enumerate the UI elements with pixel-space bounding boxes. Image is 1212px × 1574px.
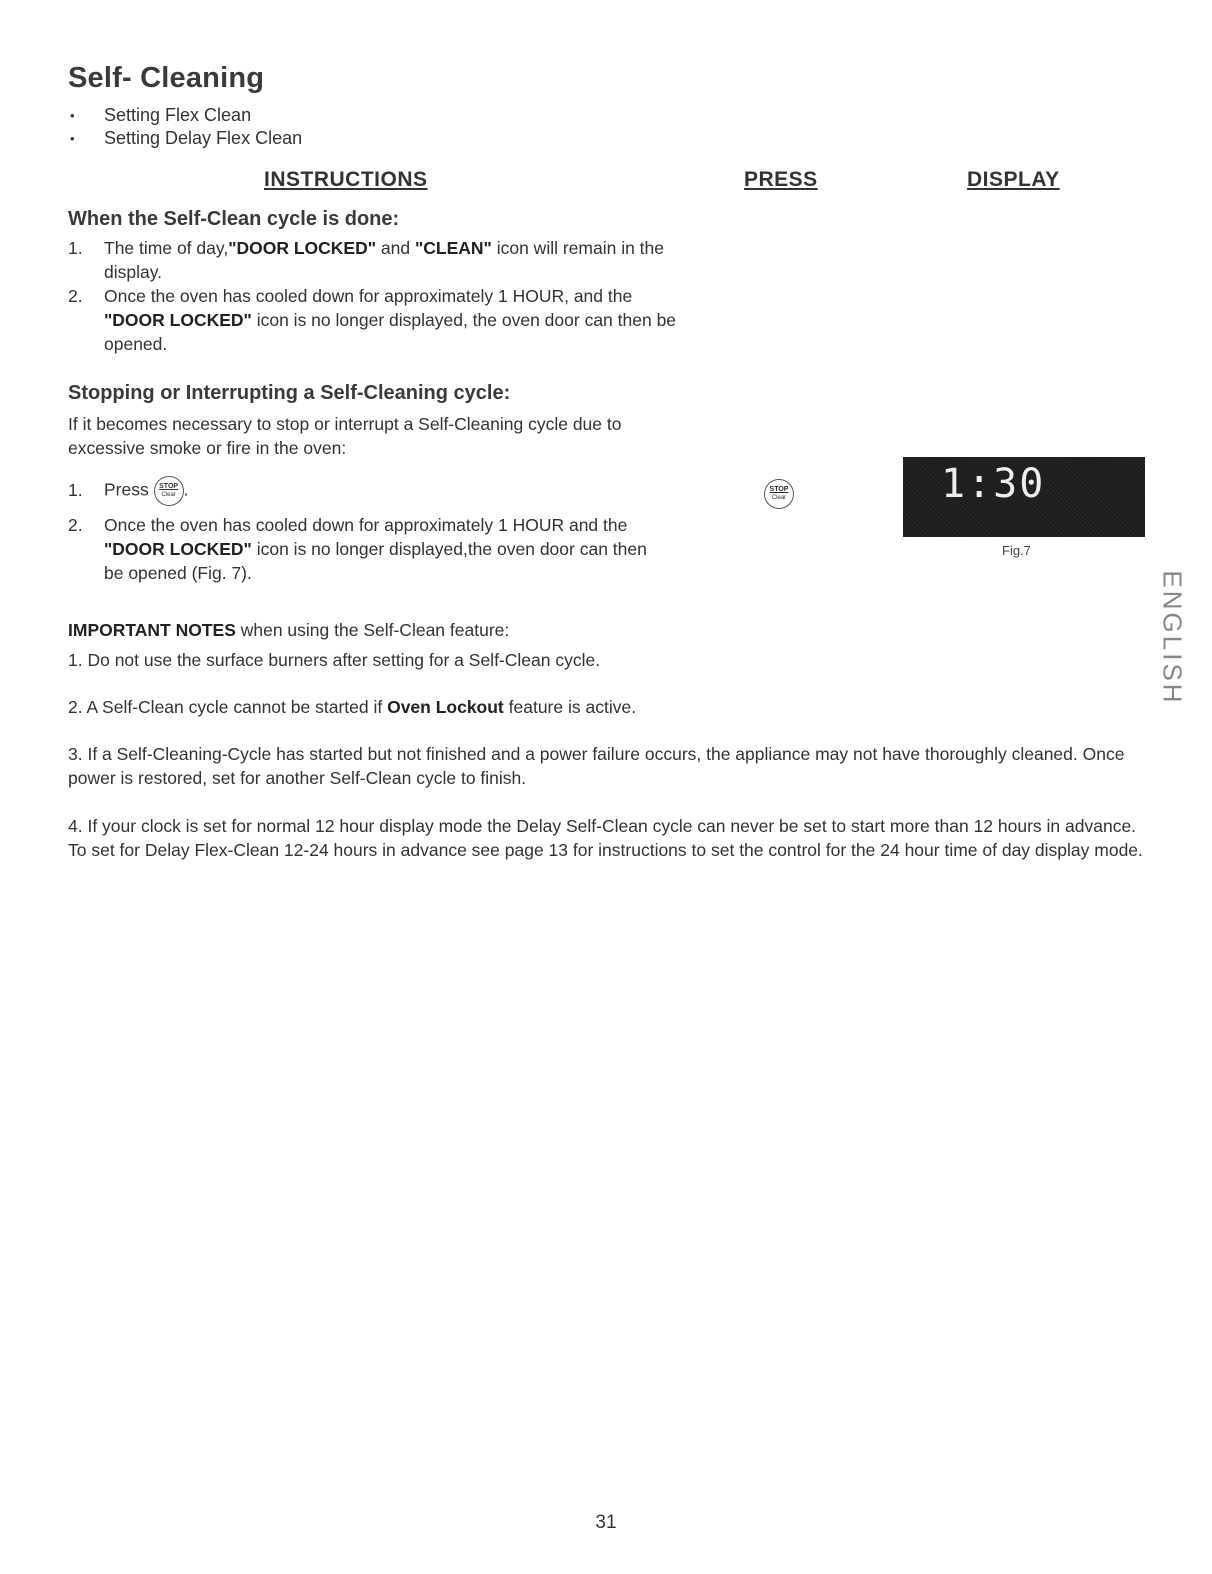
list-item: • Setting Delay Flex Clean [68, 127, 302, 150]
press-column-heading: PRESS [744, 168, 818, 191]
step-number: 2. [68, 286, 83, 306]
page-title: Self- Cleaning [68, 62, 265, 94]
display-readout: 1:30 [941, 461, 1046, 507]
list-item: 2. Once the oven has cooled down for approximately 1 HOUR, and the "DOOR LOCKED" icon is no longer displayed, the oven door can then be opened. [68, 286, 677, 354]
list-item: 1. The time of day,"DOOR LOCKED" and "CLEAN" icon will remain in the display. [68, 238, 665, 282]
note-2: 2. A Self-Clean cycle cannot be started if Oven Lockout feature is active. [68, 697, 637, 717]
stopping-step-2: 2. Once the oven has cooled down for approximately 1 HOUR and the "DOOR LOCKED" icon is no longer displayed,the oven door can then be opened (Fig. 7). [68, 515, 647, 583]
important-notes-lead: IMPORTANT NOTES when using the Self-Clean feature: [68, 620, 510, 640]
section-heading-stopping: Stopping or Interrupting a Self-Cleaning cycle: [68, 382, 511, 404]
stopping-step-1: 1. Press STOP Clear . [68, 476, 668, 506]
oven-display [903, 457, 1145, 537]
step-number: 1. [68, 479, 83, 500]
stop-clear-button-icon: STOP Clear [764, 479, 794, 509]
page-number: 31 [595, 1512, 617, 1533]
section-heading-done: When the Self-Clean cycle is done: [68, 208, 400, 230]
step-number: 2. [68, 515, 83, 535]
stop-clear-button-icon: STOP Clear [154, 476, 184, 506]
press-stop-clear-button [764, 479, 794, 509]
topic-list [68, 104, 302, 150]
step-number: 1. [68, 238, 83, 258]
instructions-column-heading: INSTRUCTIONS [264, 168, 428, 191]
stopping-intro: If it becomes necessary to stop or interrupt a Self-Cleaning cycle due to excessive smoke or fire in the oven: [68, 414, 622, 458]
note-4: 4. If your clock is set for normal 12 hour display mode the Delay Self-Clean cycle can never be set to start more than 12 hours in advance. To set for Delay Flex-Clean 12-24 hours in advance see page 13 for instructions to set the control for the 24 hour time of day display mode. [68, 816, 1143, 860]
list-item: • Setting Flex Clean [68, 104, 302, 127]
display-column-heading: DISPLAY [967, 168, 1060, 191]
note-3: 3. If a Self-Cleaning-Cycle has started but not finished and a power failure occurs, the appliance may not have thoroughly cleaned. Once power is restored, set for another Self-Clean cycle to finish. [68, 744, 1125, 788]
note-1: 1. Do not use the surface burners after setting for a Self-Clean cycle. [68, 650, 601, 670]
done-steps [68, 236, 678, 356]
language-side-tab: ENGLISH [1157, 570, 1188, 706]
figure-caption: Fig.7 [1002, 543, 1031, 558]
